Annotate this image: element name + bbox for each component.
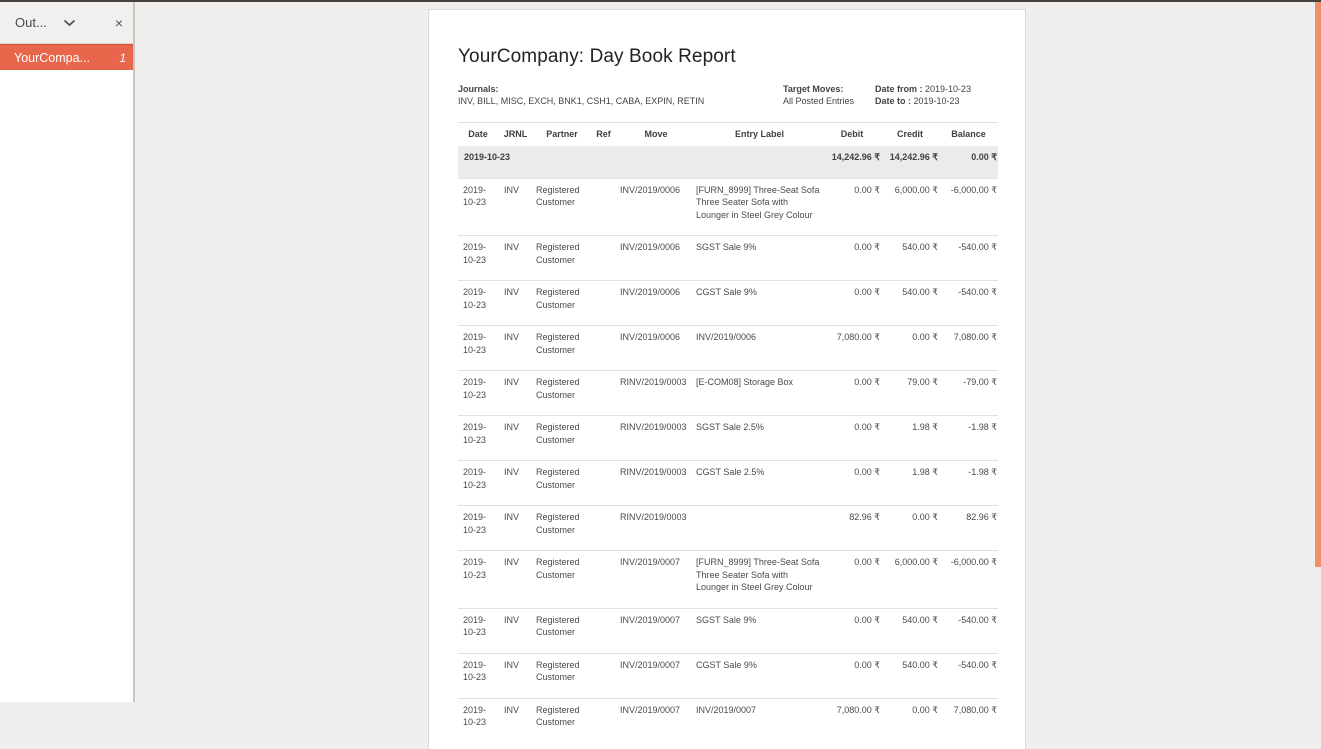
cell-partner: Registered Customer [533, 371, 591, 416]
cell-date: 2019-10-23 [458, 178, 498, 236]
journals-label: Journals: [458, 84, 499, 94]
cell-date: 2019-10-23 [458, 698, 498, 743]
cell-entry-label: [FURN_8999] Three-Seat Sofa Three Seater Sofa with Lounger in Steel Grey Colour [696, 178, 823, 236]
cell-date: 2019-10-23 [458, 326, 498, 371]
cell-date: 2019-10-23 [458, 461, 498, 506]
cell-ref [591, 551, 616, 609]
cell-partner: Registered Customer [533, 653, 591, 698]
cell-partner: Registered Customer [533, 416, 591, 461]
cell-jrnl: INV [498, 178, 533, 236]
cell-balance: -6,000.00 ₹ [939, 551, 998, 609]
report-meta [458, 83, 996, 107]
cell-move: RINV/2019/0003 [616, 506, 696, 551]
table-row [458, 178, 998, 236]
cell-debit: 82.96 ₹ [823, 506, 881, 551]
table-row [458, 281, 998, 326]
cell-entry-label: CGST Sale 9% [696, 653, 823, 698]
summary-row [458, 146, 998, 178]
column-header-credit: Credit [881, 123, 939, 147]
cell-partner: Registered Customer [533, 178, 591, 236]
summary-credit: 14,242.96 ₹ [881, 146, 939, 178]
cell-move: INV/2019/0007 [616, 551, 696, 609]
cell-debit: 0.00 ₹ [823, 236, 881, 281]
cell-balance: -540.00 ₹ [939, 653, 998, 698]
cell-debit: 0.00 ₹ [823, 461, 881, 506]
table-row [458, 326, 998, 371]
cell-credit: 6,000.00 ₹ [881, 178, 939, 236]
cell-credit: 6,000.00 ₹ [881, 551, 939, 609]
cell-credit: 1.98 ₹ [881, 461, 939, 506]
cell-debit: 7,080.00 ₹ [823, 698, 881, 743]
cell-debit: 0.00 ₹ [823, 653, 881, 698]
cell-move: RINV/2019/0003 [616, 461, 696, 506]
column-header-move: Move [616, 123, 696, 147]
dates-block [875, 83, 996, 107]
cell-jrnl: INV [498, 236, 533, 281]
cell-jrnl: INV [498, 326, 533, 371]
cell-partner: Registered Customer [533, 326, 591, 371]
cell-ref [591, 653, 616, 698]
cell-move: INV/2019/0007 [616, 653, 696, 698]
target-moves-block [783, 83, 875, 107]
cell-jrnl: INV [498, 608, 533, 653]
column-header-jrnl: JRNL [498, 123, 533, 147]
cell-balance: -540.00 ₹ [939, 281, 998, 326]
cell-date: 2019-10-23 [458, 506, 498, 551]
sidebar-item-label: YourCompa... [14, 50, 90, 65]
cell-date: 2019-10-23 [458, 371, 498, 416]
sidebar-item-badge: 1 [119, 50, 126, 65]
cell-move: RINV/2019/0003 [616, 371, 696, 416]
table-row [458, 698, 998, 743]
cell-balance: -540.00 ₹ [939, 608, 998, 653]
sidebar-item-yourcompany[interactable] [0, 44, 133, 70]
journals-value: INV, BILL, MISC, EXCH, BNK1, CSH1, CABA, EXPIN, RETIN [458, 96, 705, 106]
cell-jrnl: INV [498, 551, 533, 609]
cell-move: INV/2019/0006 [616, 281, 696, 326]
cell-ref [591, 461, 616, 506]
summary-debit: 14,242.96 ₹ [823, 146, 881, 178]
cell-credit: 0.00 ₹ [881, 506, 939, 551]
table-row [458, 416, 998, 461]
date-from-label: Date from : [875, 84, 923, 94]
summary-date: 2019-10-23 [458, 146, 823, 178]
report-title: YourCompany: Day Book Report [458, 46, 736, 67]
cell-credit: 540.00 ₹ [881, 281, 939, 326]
cell-ref [591, 371, 616, 416]
cell-balance: -540.00 ₹ [939, 236, 998, 281]
summary-balance: 0.00 ₹ [939, 146, 998, 178]
cell-debit: 0.00 ₹ [823, 371, 881, 416]
cell-balance: -79.00 ₹ [939, 371, 998, 416]
cell-ref [591, 698, 616, 743]
window-top-border [0, 0, 1321, 2]
cell-debit: 0.00 ₹ [823, 416, 881, 461]
cell-entry-label: CGST Sale 2.5% [696, 461, 823, 506]
cell-jrnl: INV [498, 698, 533, 743]
cell-balance: -6,000.00 ₹ [939, 178, 998, 236]
sidebar-header [0, 0, 133, 44]
cell-ref [591, 416, 616, 461]
column-header-balance: Balance [939, 123, 998, 147]
cell-jrnl: INV [498, 461, 533, 506]
target-moves-label: Target Moves: [783, 84, 844, 94]
column-header-entry-label: Entry Label [696, 123, 823, 147]
cell-move: INV/2019/0006 [616, 178, 696, 236]
column-header-ref: Ref [591, 123, 616, 147]
date-from-value: 2019-10-23 [925, 84, 972, 94]
table-row [458, 236, 998, 281]
cell-partner: Registered Customer [533, 236, 591, 281]
cell-balance: 7,080.00 ₹ [939, 698, 998, 743]
cell-entry-label: INV/2019/0006 [696, 326, 823, 371]
date-to-value: 2019-10-23 [913, 96, 960, 106]
table-row [458, 506, 998, 551]
cell-ref [591, 236, 616, 281]
cell-balance: -1.98 ₹ [939, 416, 998, 461]
daybook-table [458, 122, 998, 743]
cell-entry-label: CGST Sale 9% [696, 281, 823, 326]
cell-partner: Registered Customer [533, 461, 591, 506]
table-row [458, 653, 998, 698]
cell-debit: 0.00 ₹ [823, 281, 881, 326]
scrollbar-thumb[interactable] [1315, 2, 1321, 567]
cell-partner: Registered Customer [533, 698, 591, 743]
cell-entry-label: SGST Sale 9% [696, 236, 823, 281]
cell-debit: 0.00 ₹ [823, 608, 881, 653]
cell-partner: Registered Customer [533, 608, 591, 653]
sidebar-header-title: Out... [15, 15, 47, 30]
cell-date: 2019-10-23 [458, 416, 498, 461]
report-page [428, 9, 1026, 749]
column-header-partner: Partner [533, 123, 591, 147]
chevron-down-icon[interactable] [63, 19, 76, 27]
cell-jrnl: INV [498, 281, 533, 326]
cell-partner: Registered Customer [533, 551, 591, 609]
close-icon[interactable]: × [114, 14, 123, 31]
cell-date: 2019-10-23 [458, 281, 498, 326]
cell-debit: 0.00 ₹ [823, 178, 881, 236]
table-row [458, 608, 998, 653]
cell-credit: 1.98 ₹ [881, 416, 939, 461]
cell-date: 2019-10-23 [458, 551, 498, 609]
cell-jrnl: INV [498, 416, 533, 461]
cell-move: INV/2019/0007 [616, 608, 696, 653]
table-row [458, 371, 998, 416]
cell-entry-label: SGST Sale 9% [696, 608, 823, 653]
cell-ref [591, 506, 616, 551]
cell-credit: 540.00 ₹ [881, 653, 939, 698]
table-row [458, 461, 998, 506]
cell-credit: 540.00 ₹ [881, 608, 939, 653]
cell-debit: 0.00 ₹ [823, 551, 881, 609]
column-header-date: Date [458, 123, 498, 147]
cell-move: INV/2019/0006 [616, 326, 696, 371]
cell-balance: 7,080.00 ₹ [939, 326, 998, 371]
cell-partner: Registered Customer [533, 506, 591, 551]
cell-date: 2019-10-23 [458, 608, 498, 653]
cell-ref [591, 608, 616, 653]
cell-date: 2019-10-23 [458, 653, 498, 698]
cell-balance: -1.98 ₹ [939, 461, 998, 506]
cell-credit: 540.00 ₹ [881, 236, 939, 281]
column-header-debit: Debit [823, 123, 881, 147]
cell-ref [591, 326, 616, 371]
cell-credit: 0.00 ₹ [881, 698, 939, 743]
cell-date: 2019-10-23 [458, 236, 498, 281]
cell-jrnl: INV [498, 506, 533, 551]
cell-move: RINV/2019/0003 [616, 416, 696, 461]
cell-credit: 79.00 ₹ [881, 371, 939, 416]
cell-move: INV/2019/0006 [616, 236, 696, 281]
cell-entry-label [696, 506, 823, 551]
table-row [458, 551, 998, 609]
cell-jrnl: INV [498, 371, 533, 416]
sidebar [0, 0, 135, 702]
cell-entry-label: [FURN_8999] Three-Seat Sofa Three Seater Sofa with Lounger in Steel Grey Colour [696, 551, 823, 609]
cell-move: INV/2019/0007 [616, 698, 696, 743]
vertical-scrollbar[interactable] [1315, 2, 1321, 702]
cell-ref [591, 281, 616, 326]
cell-jrnl: INV [498, 653, 533, 698]
report-viewport[interactable] [137, 2, 1315, 727]
date-to-label: Date to : [875, 96, 911, 106]
cell-entry-label: SGST Sale 2.5% [696, 416, 823, 461]
cell-balance: 82.96 ₹ [939, 506, 998, 551]
cell-partner: Registered Customer [533, 281, 591, 326]
table-header [458, 123, 998, 147]
cell-entry-label: [E-COM08] Storage Box [696, 371, 823, 416]
cell-credit: 0.00 ₹ [881, 326, 939, 371]
target-moves-value: All Posted Entries [783, 96, 855, 106]
cell-ref [591, 178, 616, 236]
cell-debit: 7,080.00 ₹ [823, 326, 881, 371]
cell-entry-label: INV/2019/0007 [696, 698, 823, 743]
journals-block [458, 83, 783, 107]
